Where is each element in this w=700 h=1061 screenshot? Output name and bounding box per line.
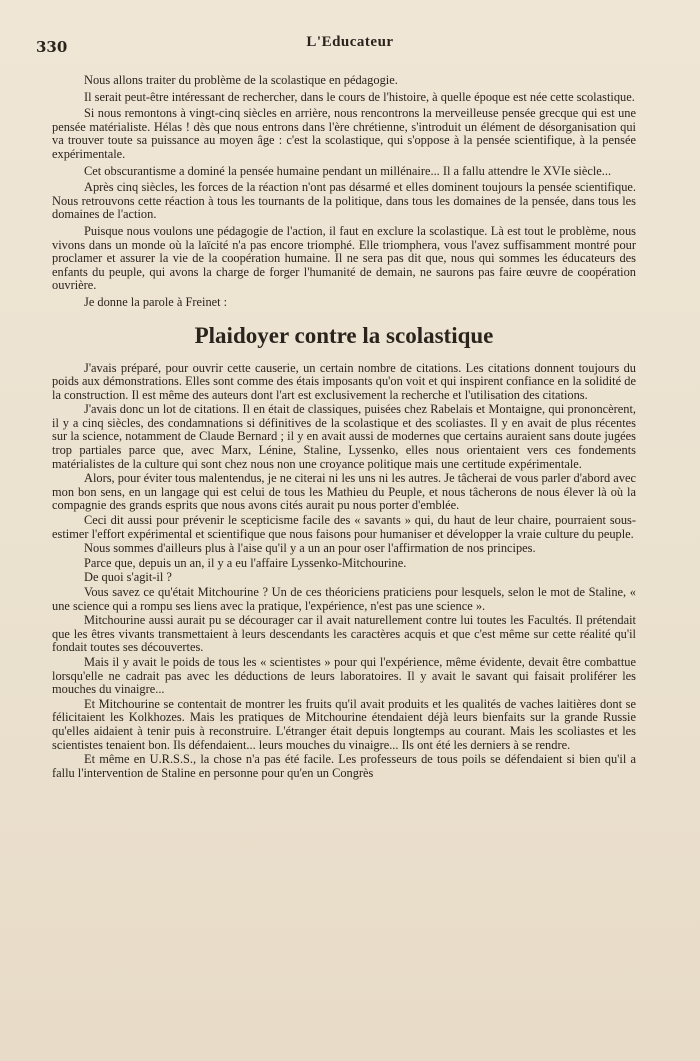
article-paragraph: J'avais préparé, pour ouvrir cette causerie, un certain nombre de citations. Les citations donnent toujours du poids aux démonstrations. Elles sont comme des étais imposants qu'on voit et qui inspirent confiance en la solidité de la construction. Il est même des auteurs dont l'art est exclusivement la recherche et l'utilisation des citations. (52, 360, 636, 402)
article-paragraph: Mitchourine aussi aurait pu se décourager car il avait naturellement contre lui toutes les Facultés. Il prétendait que les êtres vivants transmettaient à leurs descendants les caractères acquis et que c'est même sur cette réalité qu'il fondait toutes ses découvertes. (52, 613, 636, 655)
article-paragraph: Et Mitchourine se contentait de montrer les fruits qu'il avait produits et les qualités de vaches laitières dont se félicitaient les Kolkhozes. Mais les pratiques de Mitchourine étendaient déjà leurs bienfaits sur la grande Russie qu'elles aidaient à tenir puis à reconstruire. L'étranger était depuis longtemps au courant. Mais les scoliastes et les scientistes tenaient bon. Ils défendaient... leurs mouches du vinaigre... Ils ont été les derniers à se rendre. (52, 696, 636, 752)
page-content (52, 74, 636, 781)
journal-title: L'Educateur (306, 34, 394, 50)
intro-section (52, 74, 636, 310)
article-paragraph: Nous sommes d'ailleurs plus à l'aise qu'il y a un an pour oser l'affirmation de nos principes. (84, 541, 536, 556)
article-body (52, 362, 636, 781)
article-paragraph: Et même en U.R.S.S., la chose n'a pas été facile. Les professeurs de tous poils se défendaient si bien qu'il a fallu l'intervention de Staline en personne pour qu'en un Congrès (52, 752, 636, 780)
intro-paragraph: Si nous remontons à vingt-cinq siècles en arrière, nous rencontrons la merveilleuse pensée grecque qui est une pensée matérialiste. Hélas ! dès que nous entrons dans l'ère chrétienne, s'introduit un élément de désorganisation qui va trouver toute sa puissance au moyen âge : c'est la scolastique, qui s'oppose à la pensée scientifique, à la pensée expérimentale. (52, 106, 636, 161)
intro-paragraph: Je donne la parole à Freinet : (84, 294, 228, 309)
page-number: 330 (36, 38, 68, 56)
article-paragraph: Mais il y avait le poids de tous les « scientistes » pour qui l'expérience, même évidente, devait être combattue lorsqu'elle ne cadrait pas avec les déductions de leurs laboratoires. Il y avait le savant qui faisait proliférer les mouches du vinaigre... (52, 654, 636, 697)
article-paragraph: Vous savez ce qu'était Mitchourine ? Un de ces théoriciens praticiens pour lesquels, selon le mot de Staline, « une science qui a rompu ses liens avec la pratique, l'expérience, n'est pas une science ». (52, 585, 636, 613)
intro-paragraph: Après cinq siècles, les forces de la réaction n'ont pas désarmé et elles dominent toujours la pensée scientifique. Nous retrouvons cette réaction à tous les tournants de la politique, dans tous les domaines de la pensée, dans tous les domaines de l'action. (52, 180, 636, 222)
intro-paragraph: Nous allons traiter du problème de la scolastique en pédagogie. (84, 73, 398, 87)
article-paragraph: Alors, pour éviter tous malentendus, je ne citerai ni les uns ni les autres. Je tâcherai de vous parler d'abord avec mon bon sens, en un langage qui est celui de tous les Mathieu du Peuple, et nous tâcherons de nous élever là où la compagnie des grands esprits que nous avons cités aurait pu nous porter d'emblée. (52, 471, 636, 513)
article-paragraph: Ceci dit aussi pour prévenir le scepticisme facile des « savants » qui, du haut de leur chaire, pourraient sous-estimer l'effort expérimental et scientifique que nous faisons pour humaniser et développer la vraie culture du peuple. (52, 513, 636, 541)
article-paragraph: De quoi s'agit-il ? (84, 570, 172, 585)
intro-paragraph: Il serait peut-être intéressant de rechercher, dans le cours de l'histoire, à quelle époque est née cette scolastique. (84, 89, 635, 104)
intro-paragraph: Puisque nous voulons une pédagogie de l'action, il faut en exclure la scolastique. Là est tout le problème, nous vivons dans un monde où la laïcité n'a pas encore triomphé. Elle triomphera, vous l'avez suffisamment montré pour proclamer et assurer la vie de la coopération humaine. Il ne sera pas dit que, nous qui sommes les éducateurs des enfants du peuple, qui avons la charge de forger l'humanité de demain, ne saurons pas faire œuvre de coopération ouvrière. (52, 223, 636, 293)
article-paragraph: Parce que, depuis un an, il y a eu l'affaire Lyssenko-Mitchourine. (84, 555, 407, 570)
page-header (36, 30, 664, 56)
article-title: Plaidoyer contre la scolastique (194, 322, 494, 348)
article-paragraph: J'avais donc un lot de citations. Il en était de classiques, puisées chez Rabelais et Montaigne, qui prononcèrent, il y a cinq siècles, des condamnations si définitives de la scolastique et des scoliastes. Il y en avait de plus récentes sur la science, notamment de Claude Bernard ; il y en avait aussi de modernes que certains auraient sans doute jugées trop partiales parce que, avec Marx, Lénine, Staline, Lyssenko, elles nous orientaient vers ces fondements matérialistes de la culture qui sont chez nous non une croyance politique mais une certitude expérimentale. (52, 402, 636, 471)
intro-paragraph: Cet obscurantisme a dominé la pensée humaine pendant un millénaire... Il a fallu attendre le XVIe siècle... (84, 163, 612, 178)
